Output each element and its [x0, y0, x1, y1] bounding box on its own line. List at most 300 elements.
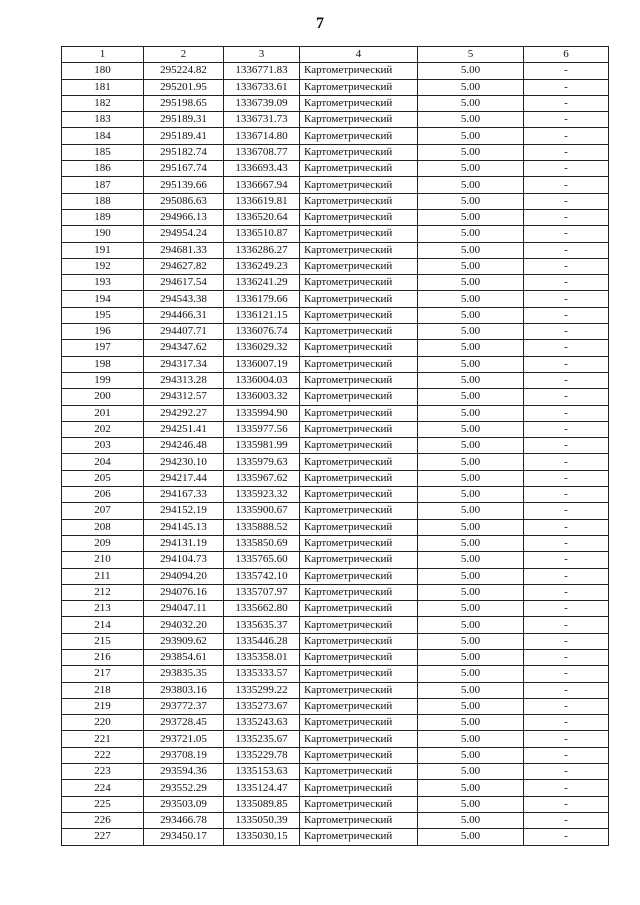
- table-row: [62, 601, 609, 617]
- y-coordinate-cell: 1335707.97: [224, 584, 300, 600]
- note-cell: -: [524, 356, 609, 372]
- x-coordinate-cell: 294152.19: [144, 503, 224, 519]
- x-coordinate-cell: 294627.82: [144, 258, 224, 274]
- method-cell: Картометрический: [300, 144, 418, 160]
- accuracy-cell: 5.00: [418, 601, 524, 617]
- method-cell: Картометрический: [300, 731, 418, 747]
- method-cell: Картометрический: [300, 275, 418, 291]
- table-row: [62, 503, 609, 519]
- x-coordinate-cell: 295201.95: [144, 79, 224, 95]
- y-coordinate-cell: 1335662.80: [224, 601, 300, 617]
- y-coordinate-cell: 1335273.67: [224, 698, 300, 714]
- x-coordinate-cell: 294104.73: [144, 552, 224, 568]
- accuracy-cell: 5.00: [418, 796, 524, 812]
- accuracy-cell: 5.00: [418, 307, 524, 323]
- y-coordinate-cell: 1336179.66: [224, 291, 300, 307]
- note-cell: -: [524, 177, 609, 193]
- column-header: 4: [300, 47, 418, 63]
- method-cell: Картометрический: [300, 552, 418, 568]
- accuracy-cell: 5.00: [418, 193, 524, 209]
- y-coordinate-cell: 1336739.09: [224, 95, 300, 111]
- point-number-cell: 191: [62, 242, 144, 258]
- note-cell: -: [524, 796, 609, 812]
- accuracy-cell: 5.00: [418, 405, 524, 421]
- table-row: [62, 829, 609, 845]
- method-cell: Картометрический: [300, 226, 418, 242]
- point-number-cell: 186: [62, 161, 144, 177]
- y-coordinate-cell: 1335977.56: [224, 421, 300, 437]
- x-coordinate-cell: 293466.78: [144, 812, 224, 828]
- point-number-cell: 189: [62, 209, 144, 225]
- note-cell: -: [524, 715, 609, 731]
- x-coordinate-cell: 293909.62: [144, 633, 224, 649]
- note-cell: -: [524, 747, 609, 763]
- x-coordinate-cell: 294292.27: [144, 405, 224, 421]
- y-coordinate-cell: 1335358.01: [224, 649, 300, 665]
- x-coordinate-cell: 295189.31: [144, 112, 224, 128]
- note-cell: -: [524, 161, 609, 177]
- method-cell: Картометрический: [300, 242, 418, 258]
- method-cell: Картометрический: [300, 812, 418, 828]
- note-cell: -: [524, 372, 609, 388]
- point-number-cell: 219: [62, 698, 144, 714]
- method-cell: Картометрический: [300, 438, 418, 454]
- accuracy-cell: 5.00: [418, 519, 524, 535]
- note-cell: -: [524, 731, 609, 747]
- accuracy-cell: 5.00: [418, 487, 524, 503]
- accuracy-cell: 5.00: [418, 324, 524, 340]
- column-header: 5: [418, 47, 524, 63]
- y-coordinate-cell: 1335446.28: [224, 633, 300, 649]
- note-cell: -: [524, 584, 609, 600]
- y-coordinate-cell: 1336121.15: [224, 307, 300, 323]
- x-coordinate-cell: 293728.45: [144, 715, 224, 731]
- y-coordinate-cell: 1336693.43: [224, 161, 300, 177]
- x-coordinate-cell: 294076.16: [144, 584, 224, 600]
- accuracy-cell: 5.00: [418, 209, 524, 225]
- method-cell: Картометрический: [300, 405, 418, 421]
- x-coordinate-cell: 293503.09: [144, 796, 224, 812]
- table-row: [62, 63, 609, 79]
- note-cell: -: [524, 291, 609, 307]
- x-coordinate-cell: 294407.71: [144, 324, 224, 340]
- point-number-cell: 217: [62, 666, 144, 682]
- method-cell: Картометрический: [300, 389, 418, 405]
- x-coordinate-cell: 294312.57: [144, 389, 224, 405]
- note-cell: -: [524, 63, 609, 79]
- x-coordinate-cell: 295224.82: [144, 63, 224, 79]
- accuracy-cell: 5.00: [418, 649, 524, 665]
- note-cell: -: [524, 617, 609, 633]
- method-cell: Картометрический: [300, 649, 418, 665]
- y-coordinate-cell: 1336510.87: [224, 226, 300, 242]
- accuracy-cell: 5.00: [418, 764, 524, 780]
- note-cell: -: [524, 829, 609, 845]
- note-cell: -: [524, 258, 609, 274]
- y-coordinate-cell: 1336241.29: [224, 275, 300, 291]
- table-row: [62, 617, 609, 633]
- column-header: 1: [62, 47, 144, 63]
- note-cell: -: [524, 666, 609, 682]
- table-row: [62, 568, 609, 584]
- table-row: [62, 470, 609, 486]
- point-number-cell: 214: [62, 617, 144, 633]
- method-cell: Картометрический: [300, 747, 418, 763]
- accuracy-cell: 5.00: [418, 682, 524, 698]
- point-number-cell: 215: [62, 633, 144, 649]
- note-cell: -: [524, 519, 609, 535]
- table-row: [62, 584, 609, 600]
- note-cell: -: [524, 275, 609, 291]
- accuracy-cell: 5.00: [418, 340, 524, 356]
- table-row: [62, 291, 609, 307]
- accuracy-cell: 5.00: [418, 698, 524, 714]
- y-coordinate-cell: 1335979.63: [224, 454, 300, 470]
- x-coordinate-cell: 295182.74: [144, 144, 224, 160]
- accuracy-cell: 5.00: [418, 144, 524, 160]
- method-cell: Картометрический: [300, 421, 418, 437]
- accuracy-cell: 5.00: [418, 568, 524, 584]
- x-coordinate-cell: 294317.34: [144, 356, 224, 372]
- point-number-cell: 182: [62, 95, 144, 111]
- y-coordinate-cell: 1336771.83: [224, 63, 300, 79]
- point-number-cell: 225: [62, 796, 144, 812]
- point-number-cell: 185: [62, 144, 144, 160]
- y-coordinate-cell: 1335994.90: [224, 405, 300, 421]
- y-coordinate-cell: 1336731.73: [224, 112, 300, 128]
- note-cell: -: [524, 780, 609, 796]
- point-number-cell: 213: [62, 601, 144, 617]
- point-number-cell: 209: [62, 535, 144, 551]
- column-header: 3: [224, 47, 300, 63]
- method-cell: Картометрический: [300, 633, 418, 649]
- accuracy-cell: 5.00: [418, 128, 524, 144]
- y-coordinate-cell: 1335243.63: [224, 715, 300, 731]
- method-cell: Картометрический: [300, 193, 418, 209]
- point-number-cell: 180: [62, 63, 144, 79]
- table-row: [62, 552, 609, 568]
- note-cell: -: [524, 405, 609, 421]
- y-coordinate-cell: 1336007.19: [224, 356, 300, 372]
- y-coordinate-cell: 1336286.27: [224, 242, 300, 258]
- x-coordinate-cell: 295167.74: [144, 161, 224, 177]
- y-coordinate-cell: 1335299.22: [224, 682, 300, 698]
- point-number-cell: 208: [62, 519, 144, 535]
- table-row: [62, 454, 609, 470]
- point-number-cell: 188: [62, 193, 144, 209]
- note-cell: -: [524, 438, 609, 454]
- y-coordinate-cell: 1336003.32: [224, 389, 300, 405]
- accuracy-cell: 5.00: [418, 421, 524, 437]
- accuracy-cell: 5.00: [418, 633, 524, 649]
- accuracy-cell: 5.00: [418, 226, 524, 242]
- accuracy-cell: 5.00: [418, 747, 524, 763]
- y-coordinate-cell: 1335089.85: [224, 796, 300, 812]
- y-coordinate-cell: 1336004.03: [224, 372, 300, 388]
- method-cell: Картометрический: [300, 698, 418, 714]
- x-coordinate-cell: 294131.19: [144, 535, 224, 551]
- table-row: [62, 307, 609, 323]
- point-number-cell: 211: [62, 568, 144, 584]
- y-coordinate-cell: 1335888.52: [224, 519, 300, 535]
- note-cell: -: [524, 226, 609, 242]
- accuracy-cell: 5.00: [418, 829, 524, 845]
- table-row: [62, 747, 609, 763]
- accuracy-cell: 5.00: [418, 161, 524, 177]
- y-coordinate-cell: 1335765.60: [224, 552, 300, 568]
- point-number-cell: 212: [62, 584, 144, 600]
- table-row: [62, 405, 609, 421]
- x-coordinate-cell: 293450.17: [144, 829, 224, 845]
- point-number-cell: 202: [62, 421, 144, 437]
- y-coordinate-cell: 1335229.78: [224, 747, 300, 763]
- y-coordinate-cell: 1336520.64: [224, 209, 300, 225]
- accuracy-cell: 5.00: [418, 470, 524, 486]
- method-cell: Картометрический: [300, 584, 418, 600]
- column-header: 2: [144, 47, 224, 63]
- table-row: [62, 95, 609, 111]
- note-cell: -: [524, 340, 609, 356]
- point-number-cell: 200: [62, 389, 144, 405]
- accuracy-cell: 5.00: [418, 258, 524, 274]
- point-number-cell: 192: [62, 258, 144, 274]
- point-number-cell: 181: [62, 79, 144, 95]
- accuracy-cell: 5.00: [418, 112, 524, 128]
- point-number-cell: 187: [62, 177, 144, 193]
- method-cell: Картометрический: [300, 340, 418, 356]
- accuracy-cell: 5.00: [418, 617, 524, 633]
- y-coordinate-cell: 1335635.37: [224, 617, 300, 633]
- y-coordinate-cell: 1335153.63: [224, 764, 300, 780]
- accuracy-cell: 5.00: [418, 812, 524, 828]
- accuracy-cell: 5.00: [418, 552, 524, 568]
- y-coordinate-cell: 1335742.10: [224, 568, 300, 584]
- x-coordinate-cell: 294966.13: [144, 209, 224, 225]
- table-row: [62, 340, 609, 356]
- x-coordinate-cell: 293594.36: [144, 764, 224, 780]
- method-cell: Картометрический: [300, 291, 418, 307]
- x-coordinate-cell: 293708.19: [144, 747, 224, 763]
- point-number-cell: 199: [62, 372, 144, 388]
- note-cell: -: [524, 764, 609, 780]
- x-coordinate-cell: 295139.66: [144, 177, 224, 193]
- method-cell: Картометрический: [300, 454, 418, 470]
- method-cell: Картометрический: [300, 682, 418, 698]
- method-cell: Картометрический: [300, 535, 418, 551]
- method-cell: Картометрический: [300, 617, 418, 633]
- point-number-cell: 203: [62, 438, 144, 454]
- note-cell: -: [524, 649, 609, 665]
- table-row: [62, 519, 609, 535]
- point-number-cell: 207: [62, 503, 144, 519]
- point-number-cell: 197: [62, 340, 144, 356]
- accuracy-cell: 5.00: [418, 666, 524, 682]
- method-cell: Картометрический: [300, 95, 418, 111]
- note-cell: -: [524, 209, 609, 225]
- point-number-cell: 224: [62, 780, 144, 796]
- table-row: [62, 487, 609, 503]
- x-coordinate-cell: 293835.35: [144, 666, 224, 682]
- method-cell: Картометрический: [300, 177, 418, 193]
- x-coordinate-cell: 294217.44: [144, 470, 224, 486]
- accuracy-cell: 5.00: [418, 291, 524, 307]
- x-coordinate-cell: 294543.38: [144, 291, 224, 307]
- point-number-cell: 183: [62, 112, 144, 128]
- table-row: [62, 161, 609, 177]
- method-cell: Картометрический: [300, 258, 418, 274]
- table-row: [62, 535, 609, 551]
- y-coordinate-cell: 1335850.69: [224, 535, 300, 551]
- accuracy-cell: 5.00: [418, 389, 524, 405]
- y-coordinate-cell: 1335050.39: [224, 812, 300, 828]
- point-number-cell: 206: [62, 487, 144, 503]
- method-cell: Картометрический: [300, 470, 418, 486]
- method-cell: Картометрический: [300, 764, 418, 780]
- x-coordinate-cell: 294230.10: [144, 454, 224, 470]
- table-row: [62, 633, 609, 649]
- y-coordinate-cell: 1336708.77: [224, 144, 300, 160]
- note-cell: -: [524, 324, 609, 340]
- x-coordinate-cell: 294032.20: [144, 617, 224, 633]
- x-coordinate-cell: 294954.24: [144, 226, 224, 242]
- y-coordinate-cell: 1335235.67: [224, 731, 300, 747]
- table-body: [62, 63, 609, 845]
- method-cell: Картометрический: [300, 128, 418, 144]
- note-cell: -: [524, 552, 609, 568]
- page-number: 7: [316, 15, 324, 32]
- method-cell: Картометрический: [300, 356, 418, 372]
- x-coordinate-cell: 294094.20: [144, 568, 224, 584]
- table-row: [62, 372, 609, 388]
- y-coordinate-cell: 1336076.74: [224, 324, 300, 340]
- table-row: [62, 324, 609, 340]
- x-coordinate-cell: 295198.65: [144, 95, 224, 111]
- method-cell: Картометрический: [300, 307, 418, 323]
- method-cell: Картометрический: [300, 666, 418, 682]
- note-cell: -: [524, 470, 609, 486]
- note-cell: -: [524, 535, 609, 551]
- point-number-cell: 190: [62, 226, 144, 242]
- method-cell: Картометрический: [300, 63, 418, 79]
- table-row: [62, 209, 609, 225]
- point-number-cell: 193: [62, 275, 144, 291]
- accuracy-cell: 5.00: [418, 780, 524, 796]
- y-coordinate-cell: 1335900.67: [224, 503, 300, 519]
- method-cell: Картометрический: [300, 715, 418, 731]
- y-coordinate-cell: 1335030.15: [224, 829, 300, 845]
- y-coordinate-cell: 1336733.61: [224, 79, 300, 95]
- note-cell: -: [524, 128, 609, 144]
- table-row: [62, 258, 609, 274]
- note-cell: -: [524, 682, 609, 698]
- note-cell: -: [524, 487, 609, 503]
- note-cell: -: [524, 568, 609, 584]
- note-cell: -: [524, 601, 609, 617]
- method-cell: Картометрический: [300, 487, 418, 503]
- point-number-cell: 227: [62, 829, 144, 845]
- accuracy-cell: 5.00: [418, 63, 524, 79]
- table-row: [62, 715, 609, 731]
- note-cell: -: [524, 698, 609, 714]
- y-coordinate-cell: 1336714.80: [224, 128, 300, 144]
- note-cell: -: [524, 389, 609, 405]
- y-coordinate-cell: 1336619.81: [224, 193, 300, 209]
- table-row: [62, 112, 609, 128]
- table-row: [62, 682, 609, 698]
- point-number-cell: 205: [62, 470, 144, 486]
- note-cell: -: [524, 633, 609, 649]
- x-coordinate-cell: 294617.54: [144, 275, 224, 291]
- table-row: [62, 764, 609, 780]
- accuracy-cell: 5.00: [418, 438, 524, 454]
- table-row: [62, 812, 609, 828]
- y-coordinate-cell: 1336029.32: [224, 340, 300, 356]
- table-row: [62, 796, 609, 812]
- accuracy-cell: 5.00: [418, 356, 524, 372]
- table-row: [62, 389, 609, 405]
- method-cell: Картометрический: [300, 209, 418, 225]
- table-row: [62, 438, 609, 454]
- method-cell: Картометрический: [300, 829, 418, 845]
- method-cell: Картометрический: [300, 161, 418, 177]
- method-cell: Картометрический: [300, 112, 418, 128]
- x-coordinate-cell: 293772.37: [144, 698, 224, 714]
- y-coordinate-cell: 1335333.57: [224, 666, 300, 682]
- x-coordinate-cell: 294347.62: [144, 340, 224, 356]
- point-number-cell: 194: [62, 291, 144, 307]
- method-cell: Картометрический: [300, 324, 418, 340]
- accuracy-cell: 5.00: [418, 715, 524, 731]
- point-number-cell: 201: [62, 405, 144, 421]
- accuracy-cell: 5.00: [418, 177, 524, 193]
- accuracy-cell: 5.00: [418, 242, 524, 258]
- accuracy-cell: 5.00: [418, 372, 524, 388]
- x-coordinate-cell: 294167.33: [144, 487, 224, 503]
- table-row: [62, 177, 609, 193]
- table-row: [62, 128, 609, 144]
- x-coordinate-cell: 294313.28: [144, 372, 224, 388]
- method-cell: Картометрический: [300, 372, 418, 388]
- x-coordinate-cell: 293552.29: [144, 780, 224, 796]
- note-cell: -: [524, 95, 609, 111]
- table-row: [62, 421, 609, 437]
- point-number-cell: 196: [62, 324, 144, 340]
- note-cell: -: [524, 79, 609, 95]
- x-coordinate-cell: 293854.61: [144, 649, 224, 665]
- y-coordinate-cell: 1335967.62: [224, 470, 300, 486]
- point-number-cell: 223: [62, 764, 144, 780]
- note-cell: -: [524, 421, 609, 437]
- note-cell: -: [524, 112, 609, 128]
- note-cell: -: [524, 144, 609, 160]
- point-number-cell: 184: [62, 128, 144, 144]
- point-number-cell: 226: [62, 812, 144, 828]
- table-row: [62, 698, 609, 714]
- accuracy-cell: 5.00: [418, 79, 524, 95]
- method-cell: Картометрический: [300, 780, 418, 796]
- method-cell: Картометрический: [300, 601, 418, 617]
- point-number-cell: 222: [62, 747, 144, 763]
- table-row: [62, 780, 609, 796]
- table-row: [62, 242, 609, 258]
- x-coordinate-cell: 295189.41: [144, 128, 224, 144]
- table-row: [62, 649, 609, 665]
- point-number-cell: 195: [62, 307, 144, 323]
- column-header: 6: [524, 47, 609, 63]
- table-header-row: [62, 47, 609, 63]
- table-row: [62, 356, 609, 372]
- x-coordinate-cell: 294047.11: [144, 601, 224, 617]
